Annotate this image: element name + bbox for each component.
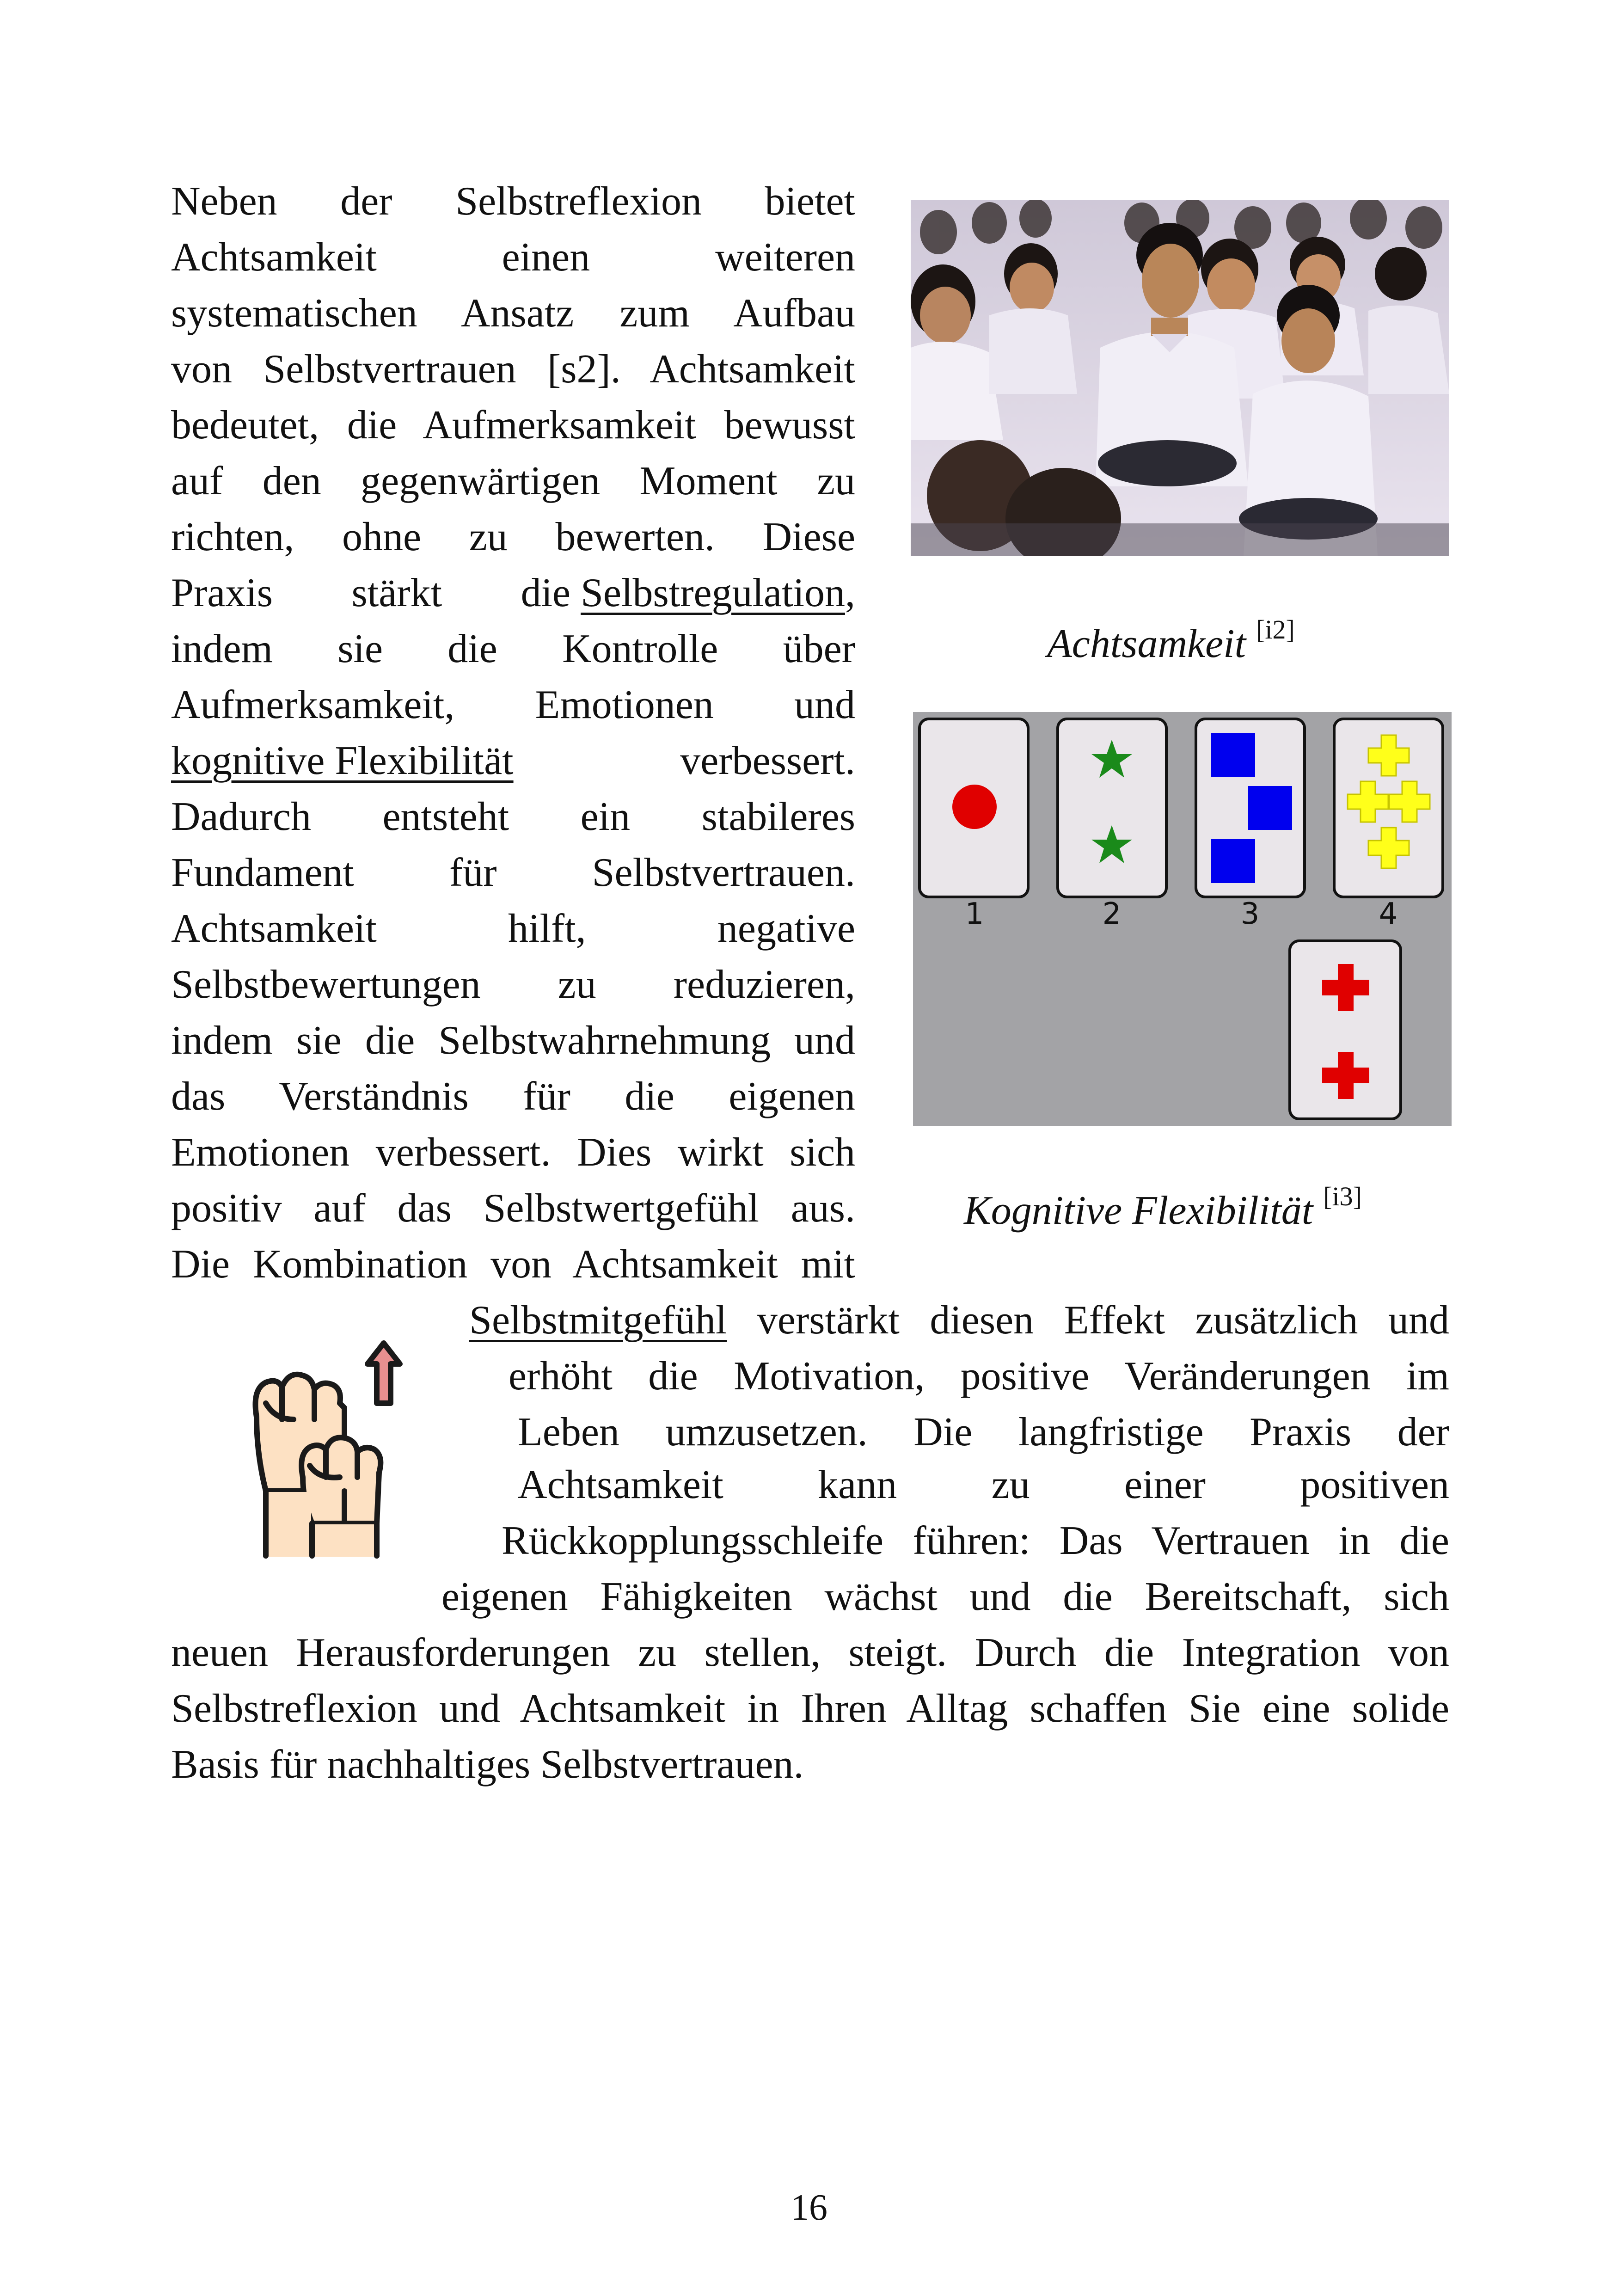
blue-square-icon [1248, 786, 1292, 830]
text-line: Dadurch entsteht ein stabileres [171, 794, 855, 839]
card-label-2: 2 [1102, 897, 1122, 931]
caption-ref: [i2] [1256, 614, 1295, 645]
text-line: eigenen Fähigkeiten wächst und die Bereitschaft, sich [441, 1574, 1449, 1619]
caption-text: Achtsamkeit [1047, 621, 1246, 666]
figure-caption-achtsamkeit [1047, 607, 1295, 667]
text-line: Fundament für Selbstvertrauen. [171, 850, 855, 895]
link-selbstregulation[interactable]: Selbstregulation [581, 571, 845, 615]
text-line: Achtsamkeit einen weiteren [171, 235, 855, 280]
blue-square-icon [1211, 839, 1255, 883]
red-circle-icon [952, 785, 997, 829]
card-label-3: 3 [1240, 897, 1260, 931]
text-segment: verbessert. [680, 738, 855, 783]
text-line: indem sie die Selbstwahrnehmung und [171, 1018, 855, 1063]
raised-fists-icon [238, 1338, 414, 1565]
text-line [171, 733, 855, 789]
text-line: bedeutet, die Aufmerksamkeit bewusst [171, 403, 855, 448]
text-line: auf den gegenwärtigen Moment zu [171, 459, 855, 503]
text-segment: verstärkt diesen Effekt zusätzlich und [727, 1298, 1449, 1343]
text-line: systematischen Ansatz zum Aufbau [171, 291, 855, 336]
page-number: 16 [791, 2187, 827, 2228]
text-line: Achtsamkeit hilft, negative [171, 906, 855, 951]
text-line: Die Kombination von Achtsamkeit mit [171, 1242, 855, 1287]
text-line: Aufmerksamkeit, Emotionen und [171, 682, 855, 727]
text-line: Rückkopplungsschleife führen: Das Vertrauen in die [502, 1518, 1449, 1563]
card-label-1: 1 [965, 897, 984, 931]
text-line: Selbstreflexion und Achtsamkeit in Ihren Alltag schaffen Sie eine solide [171, 1686, 1449, 1731]
text-line: erhöht die Motivation, positive Veränderungen im [509, 1354, 1449, 1399]
text-line: Selbstbewertungen zu reduzieren, [171, 962, 855, 1007]
text-line: Basis für nachhaltiges Selbstvertrauen. [171, 1742, 804, 1787]
text-line: Neben der Selbstreflexion bietet [171, 179, 855, 224]
blue-square-icon [1211, 733, 1255, 777]
link-kognitive-flexibilitaet[interactable]: kognitive Flexibilität [171, 738, 514, 783]
figure-caption-kognitive-flexibilitaet [964, 1173, 1362, 1234]
text-line: positiv auf das Selbstwertgefühl aus. [171, 1186, 855, 1231]
text-line: indem sie die Kontrolle über [171, 626, 855, 671]
text-line [171, 565, 855, 621]
meditation-photo [911, 200, 1449, 556]
caption-text: Kognitive Flexibilität [964, 1188, 1313, 1233]
text-line: Emotionen verbessert. Dies wirkt sich [171, 1130, 855, 1175]
link-selbstmitgefuehl[interactable]: Selbstmitgefühl [469, 1298, 727, 1343]
text-line: Leben umzusetzen. Die langfristige Praxis der [518, 1410, 1449, 1455]
text-line [469, 1292, 1449, 1348]
card-label-4: 4 [1379, 897, 1398, 931]
text-line: von Selbstvertrauen [s2]. Achtsamkeit [171, 347, 855, 392]
text-segment: Praxis stärkt die [171, 571, 581, 615]
text-line: das Verständnis für die eigenen [171, 1074, 855, 1119]
caption-ref: [i3] [1323, 1181, 1362, 1211]
text-line: richten, ohne zu bewerten. Diese [171, 515, 855, 559]
text-line: Achtsamkeit kann zu einer positiven [518, 1462, 1449, 1507]
cards-figure [913, 712, 1452, 1126]
text-segment: , [845, 571, 855, 615]
text-line: neuen Herausforderungen zu stellen, steigt. Durch die Integration von [171, 1630, 1449, 1675]
